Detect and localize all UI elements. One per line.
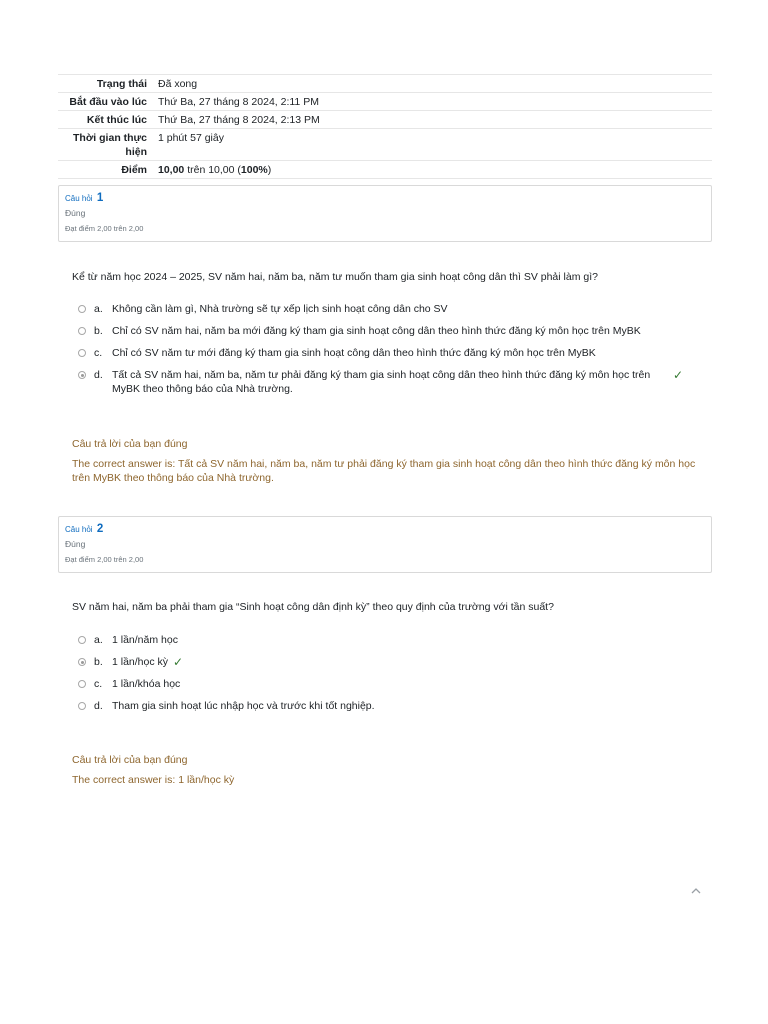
correct-answer-text: The correct answer is: Tất cả SV năm hai, năm ba, năm tư phải đăng ký tham gia sinh hoạt công dân theo hình thức đăng ký môn học trên MyBK theo thông báo của Nhà trường. [72, 458, 696, 484]
summary-value: Đã xong [158, 78, 198, 90]
answer-option-c[interactable] [78, 677, 704, 691]
answer-text: 1 lần/năm học [112, 634, 178, 646]
grade-out-of: trên 10,00 ( [184, 164, 241, 176]
question-grade: Đạt điểm 2,00 trên 2,00 [65, 224, 144, 233]
answer-text: 1 lần/khóa học [112, 678, 181, 690]
grade-close: ) [267, 164, 272, 176]
answer-letter: a. [94, 303, 103, 315]
radio-button[interactable] [78, 349, 86, 357]
summary-row-state [58, 74, 712, 92]
answer-text: Chỉ có SV năm hai, năm ba mới đăng ký tham gia sinh hoạt công dân theo hình thức đăng ký môn học trên MyBK [112, 325, 641, 337]
check-icon: ✓ [173, 655, 184, 669]
chevron-up-icon [689, 884, 703, 898]
answer-option-a[interactable] [78, 302, 704, 316]
answer-option-d[interactable] [78, 368, 704, 396]
summary-label: Trạng thái [96, 78, 147, 90]
check-icon: ✓ [673, 368, 684, 382]
question-text: SV năm hai, năm ba phải tham gia “Sinh hoạt công dân định kỳ” theo quy định của trường với tần suất? [72, 601, 554, 613]
summary-label: Điểm [121, 164, 147, 176]
radio-button[interactable] [78, 702, 86, 710]
answer-text: 1 lần/học kỳ [112, 656, 169, 668]
back-to-top-button[interactable] [689, 884, 703, 898]
question-feedback [72, 753, 702, 787]
answer-letter: b. [94, 325, 103, 337]
question-number-prefix: Câu hỏi [65, 525, 93, 534]
question-number-value: 2 [96, 523, 104, 535]
answer-text: Chỉ có SV năm tư mới đăng ký tham gia sinh hoạt công dân theo hình thức đăng ký môn học trên MyBK [112, 347, 596, 359]
question-state: Đúng [65, 539, 86, 549]
summary-label: Kết thúc lúc [86, 114, 147, 126]
summary-row-grade [58, 160, 712, 179]
question-number-value: 1 [96, 192, 104, 204]
answer-letter: d. [94, 369, 103, 381]
summary-value: Thứ Ba, 27 tháng 8 2024, 2:13 PM [158, 114, 320, 126]
radio-button-selected[interactable] [78, 371, 86, 379]
attempt-summary-table [58, 74, 712, 179]
summary-row-duration [58, 128, 712, 160]
answer-text: Tất cả SV năm hai, năm ba, năm tư phải đăng ký tham gia sinh hoạt công dân theo hình thức đăng ký môn học trên MyBK theo thông báo của Nhà trường. [112, 369, 651, 395]
question-feedback [72, 437, 702, 485]
summary-label: Bắt đầu vào lúc [69, 96, 147, 108]
question-state: Đúng [65, 208, 86, 218]
answer-option-a[interactable] [78, 633, 704, 647]
answer-text: Tham gia sinh hoạt lúc nhập học và trước khi tốt nghiệp. [112, 700, 375, 712]
summary-value: 1 phút 57 giây [158, 132, 224, 144]
correct-answer-text: The correct answer is: 1 lần/học kỳ [72, 774, 235, 786]
question-number-prefix: Câu hỏi [65, 194, 93, 203]
answer-letter: c. [94, 347, 103, 359]
question-number [65, 192, 705, 204]
feedback-text: Câu trả lời của bạn đúng [72, 438, 188, 450]
answer-letter: b. [94, 656, 103, 668]
question-info-box [58, 185, 712, 242]
summary-label: Thời gian thực hiện [73, 132, 147, 158]
answer-option-d[interactable] [78, 699, 704, 713]
radio-button[interactable] [78, 305, 86, 313]
question-text: Kể từ năm học 2024 – 2025, SV năm hai, năm ba, năm tư muốn tham gia sinh hoạt công dân thì SV phải làm gì? [72, 271, 598, 283]
grade-percent: 100% [240, 164, 268, 176]
answer-letter: c. [94, 678, 103, 690]
answer-list [78, 633, 704, 721]
question-info-box [58, 516, 712, 573]
radio-button[interactable] [78, 327, 86, 335]
grade-score: 10,00 [158, 164, 185, 176]
radio-button[interactable] [78, 680, 86, 688]
radio-button-selected[interactable] [78, 658, 86, 666]
summary-row-started [58, 92, 712, 110]
radio-button[interactable] [78, 636, 86, 644]
answer-letter: a. [94, 634, 103, 646]
answer-list [78, 302, 704, 404]
answer-option-b[interactable] [78, 655, 704, 669]
question-grade: Đạt điểm 2,00 trên 2,00 [65, 555, 144, 564]
question-number [65, 523, 705, 535]
answer-option-c[interactable] [78, 346, 704, 360]
summary-value [158, 163, 712, 177]
answer-letter: d. [94, 700, 103, 712]
answer-option-b[interactable] [78, 324, 704, 338]
feedback-text: Câu trả lời của bạn đúng [72, 754, 188, 766]
summary-row-completed [58, 110, 712, 128]
answer-text: Không cần làm gì, Nhà trường sẽ tự xếp lịch sinh hoạt công dân cho SV [112, 303, 448, 315]
summary-value: Thứ Ba, 27 tháng 8 2024, 2:11 PM [158, 96, 319, 108]
